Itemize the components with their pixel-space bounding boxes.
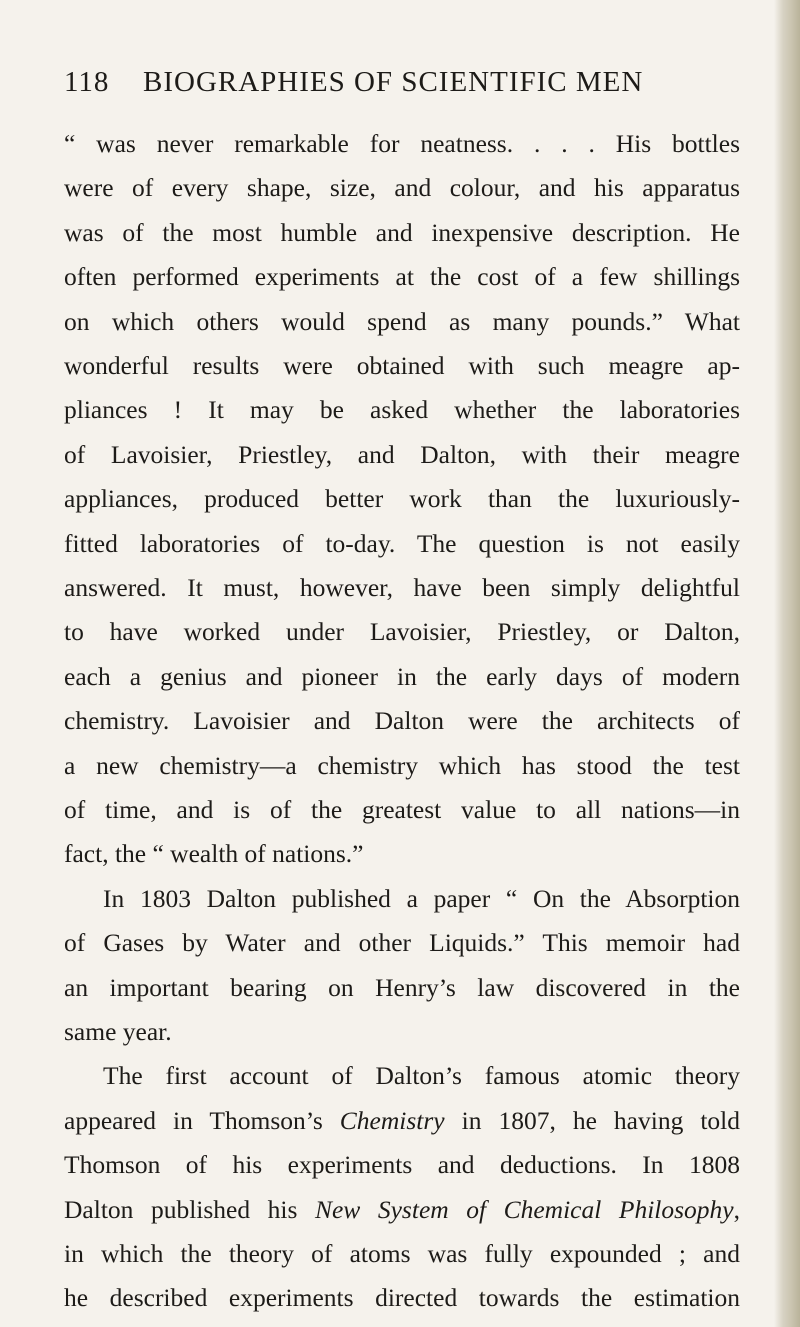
text-line: a new chemistry—a chemistry which has stood the test [64,750,740,780]
text-line: chemistry. Lavoisier and Dalton were the architects of [64,706,740,736]
text-line: Thomson of his experiments and deductions. In 1808 [64,1150,740,1180]
page-header [64,66,744,102]
text-line: “ was never remarkable for neatness. . . . His bottles [64,129,740,158]
text-line: The first account of Dalton’s famous atomic theory [103,1061,740,1091]
text-line: of Gases by Water and other Liquids.” This memoir had [64,928,740,958]
text-line: same year. [64,1016,172,1046]
text-line: in which the theory of atoms was fully expounded ; and [64,1238,740,1268]
text-line: an important bearing on Henry’s law discovered in the [64,972,740,1002]
text-line [64,1192,740,1228]
text-segment: in 1807, he having told [461,1105,741,1135]
text-line: wonderful results were obtained with such meagre ap- [64,351,740,380]
italic-book-title: Chemistry [339,1105,445,1135]
text-line: of time, and is of the greatest value to all nations—in [64,794,740,824]
text-line [64,1103,740,1139]
text-line: to have worked under Lavoisier, Priestley, or Dalton, [64,617,740,647]
text-line: fact, the “ wealth of nations.” [64,839,364,869]
text-line: often performed experiments at the cost of a few shillings [64,262,740,292]
text-segment: appeared in Thomson’s [64,1105,323,1135]
text-line: answered. It must, however, have been simply delightful [64,572,740,602]
text-line: of Lavoisier, Priestley, and Dalton, with their meagre [64,439,740,469]
comma: , [733,1194,741,1224]
text-line: on which others would spend as many pounds.” What [64,306,740,336]
text-line: he described experiments directed towards the estimation [64,1283,740,1313]
page-edge-shadow [774,0,800,1327]
text-segment: Dalton published his [64,1194,298,1224]
text-line: each a genius and pioneer in the early days of modern [64,661,740,691]
text-line: pliances ! It may be asked whether the laboratories [64,395,740,425]
text-line: fitted laboratories of to-day. The question is not easily [64,528,740,558]
page-number: 118 [64,66,110,98]
text-line: was of the most humble and inexpensive description. He [64,217,740,247]
text-line: In 1803 Dalton published a paper “ On the Absorption [103,883,740,913]
italic-book-title: New System of Chemical Philosophy [314,1194,734,1224]
text-line: were of every shape, size, and colour, and his apparatus [64,173,740,203]
running-title: BIOGRAPHIES OF SCIENTIFIC MEN [143,66,644,98]
text-line: appliances, produced better work than the luxuriously- [64,484,740,514]
